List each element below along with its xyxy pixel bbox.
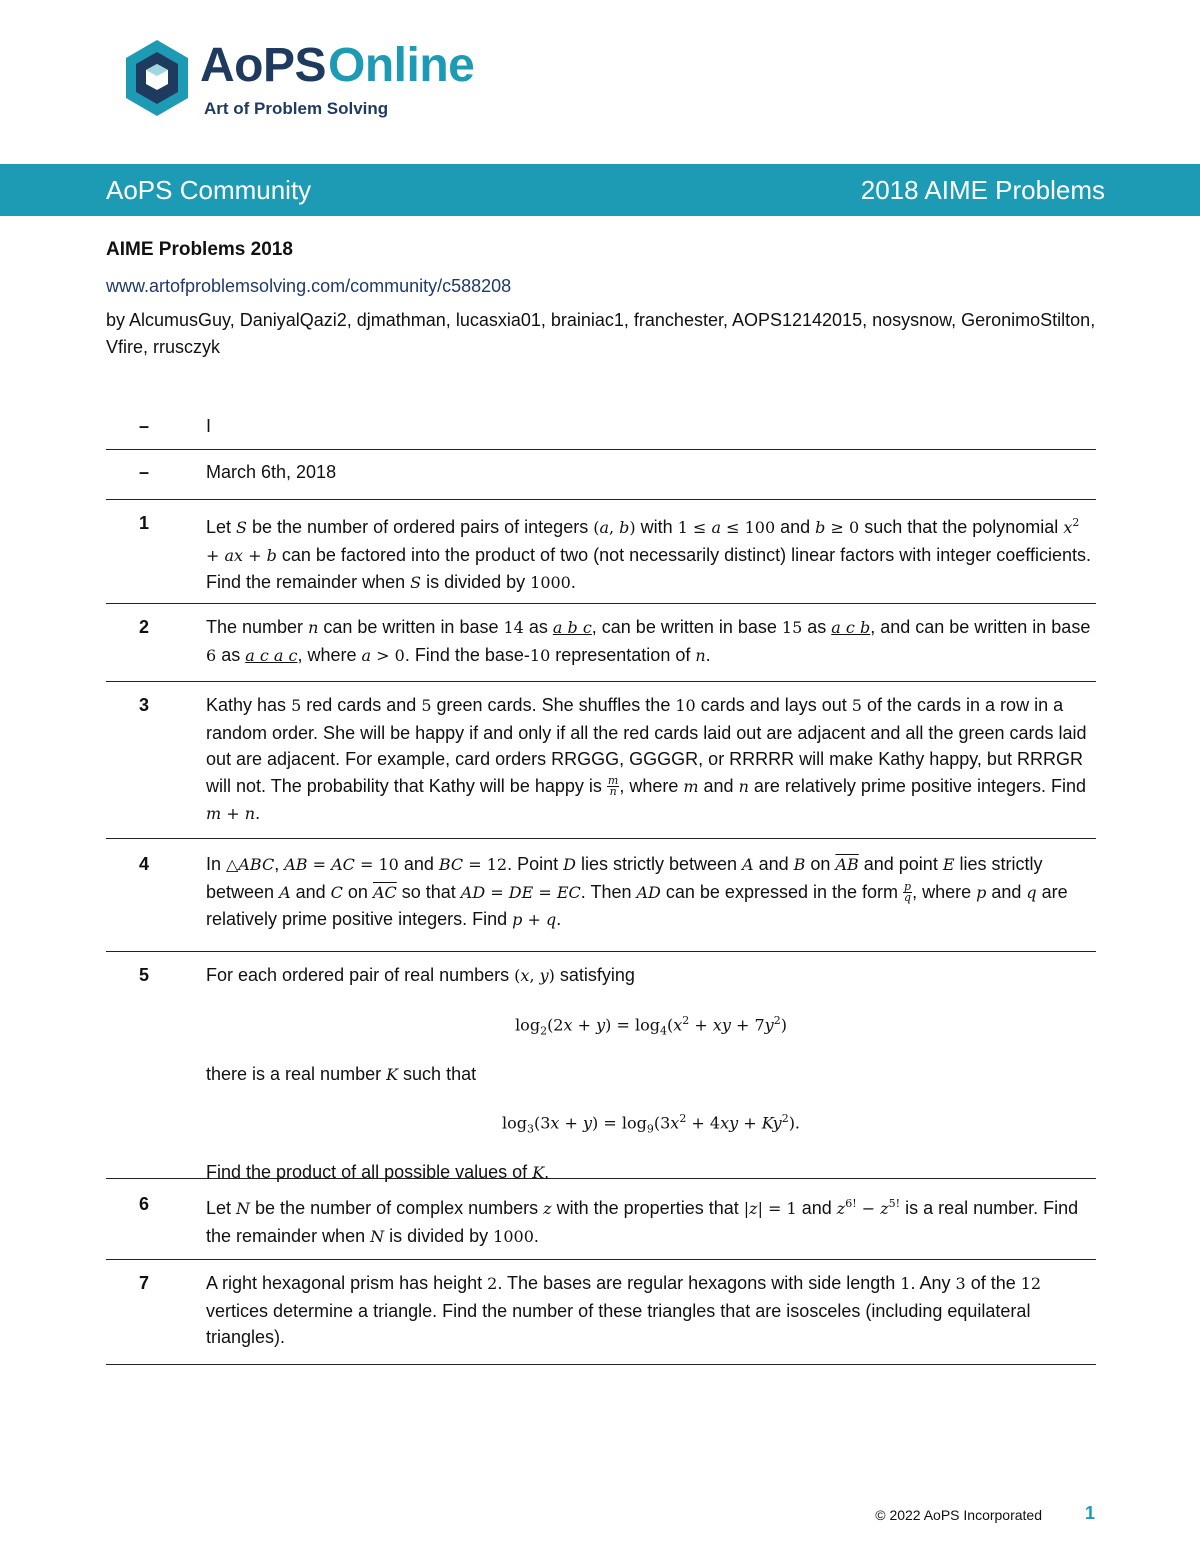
row-number: 4 [138, 854, 149, 874]
logo-tagline: Art of Problem Solving [204, 99, 389, 118]
table-row [106, 500, 1096, 604]
problem-2-text: The number n can be written in base 14 as a b c, can be written in base 15 as a c b, and can be written in base 6 as a c a c, where a > 0. Find the base-10 representation of n. [206, 617, 1091, 665]
logo-wordmark: AoPSOnline [200, 39, 475, 92]
banner-doc-label: 2018 AIME Problems [860, 175, 1105, 205]
table-row [106, 604, 1096, 682]
aops-online-logo [124, 38, 524, 128]
problem-5-intro: For each ordered pair of real numbers (x, y) satisfying [206, 965, 635, 985]
row-number: 5 [138, 965, 149, 985]
community-link[interactable]: www.artofproblemsolving.com/community/c588208 [106, 276, 512, 296]
aops-cube-icon [124, 38, 190, 120]
problem-1-text: Let S be the number of ordered pairs of integers (a, b) with 1 ≤ a ≤ 100 and b ≥ 0 such that the polynomial $x^2$ + ax + b can be factored into the product of two (not necessarily distinct) linear factors with integer coefficients. Find the remainder when S is divided by 1000. [206, 516, 1091, 592]
problem-5-text [206, 962, 1096, 1187]
table-row [106, 1260, 1096, 1365]
row-number: 7 [138, 1273, 149, 1293]
table-row [106, 410, 1096, 450]
banner-community-label: AoPS Community [106, 175, 312, 205]
document-title: AIME Problems 2018 [106, 239, 293, 260]
authors-line: by AlcumusGuy, DaniyalQazi2, djmathman, lucasxia01, brainiac1, franchester, AOPS12142015, nosysnow, GeronimoStilton, Vfire, rrusczyk [106, 310, 1096, 357]
problem-5-middle: there is a real number K such that [206, 1063, 477, 1084]
row-number: 1 [138, 513, 149, 533]
problem-5-end: Find the product of all possible values of K. [206, 1162, 550, 1183]
table-row [106, 450, 1096, 500]
table-row [106, 952, 1096, 1183]
problem-3-text: Kathy has 5 red cards and 5 green cards. She shuffles the 10 cards and lays out 5 of the cards in a row in a random order. She will be happy if and only if all the red cards laid out are adjacent and all the green cards laid out are adjacent. For example, card orders RRGGG, GGGGR, or RRRRR will make Kathy happy, but RRRGR will not. The probability that Kathy will be happy is $\frac{m}{n}$ , where m and n are relatively prime positive integers. Find m + n. [206, 695, 1087, 823]
problem-7-text: A right hexagonal prism has height 2. The bases are regular hexagons with side length 1. Any 3 of the 12 vertices determine a triangle. Find the number of these triangles that are isosceles (including equilateral triangles). [206, 1273, 1042, 1347]
problem-6-text: Let N be the number of complex numbers z with the properties that |z| = 1 and $z^{6!} - z^{5!}$ is a real number. Find the remainder when N is divided by 1000. [206, 1197, 1079, 1246]
row-number: 3 [138, 695, 149, 715]
problem-4-text: In △ABC, AB = AC = 10 and BC = 12. Point D lies strictly between A and B on $\overline{AB}$ and point E lies strictly between A and C on $\overline{AC}$ so that AD = DE = EC. Then AD can be expressed in the form $\frac{p}{q}$ , where p and q are relatively prime positive integers. Find p + q. [206, 854, 1068, 929]
table-row [106, 682, 1096, 839]
row-number: 6 [138, 1194, 149, 1214]
equation-1: $\log_2(2x + y) = \log_4(x^2$ + xy + $7y^2$) [515, 1013, 787, 1038]
problems-table [106, 410, 1096, 1365]
page-number: 1 [1084, 1503, 1095, 1523]
row-text: I [206, 416, 212, 436]
table-row [106, 1179, 1096, 1260]
row-text: March 6th, 2018 [206, 462, 337, 482]
row-number: – [138, 462, 149, 482]
row-number: – [138, 416, 149, 436]
header-banner [0, 164, 1200, 216]
copyright-footer: © 2022 AoPS Incorporated [875, 1507, 1042, 1523]
row-number: 2 [138, 617, 149, 637]
equation-2: $\log_3(3x + y) = \log_9(3x^2 + 4xy + Ky^2)$. [501, 1112, 801, 1136]
table-row [106, 839, 1096, 952]
